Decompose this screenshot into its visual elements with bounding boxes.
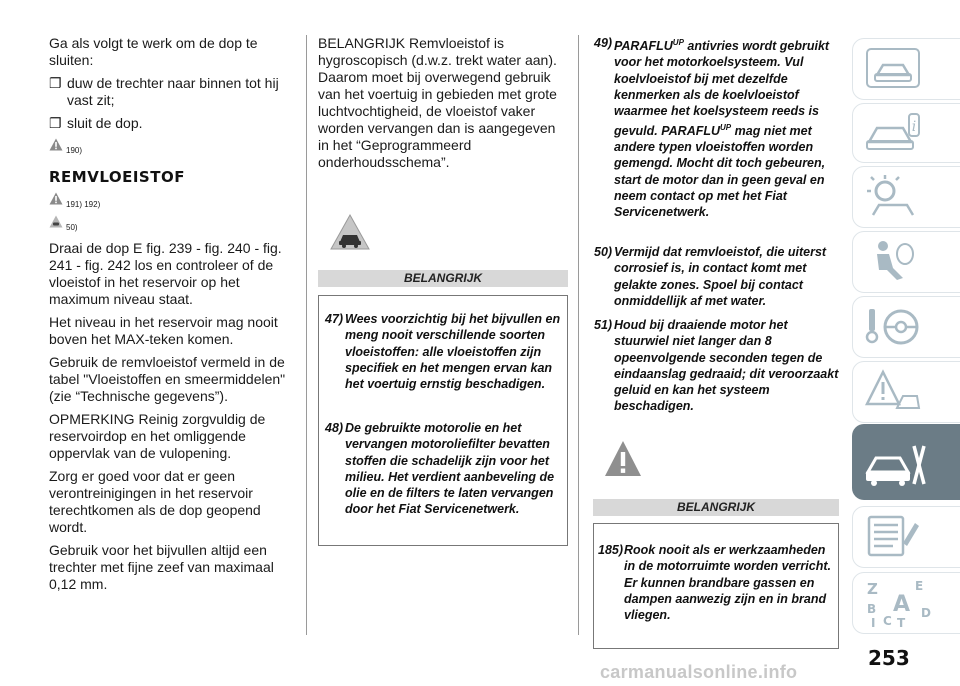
tab-warning-road[interactable] — [852, 361, 960, 423]
warning-triangle-icon — [604, 440, 642, 478]
item-number: 49) — [594, 36, 613, 50]
item-number: 185) — [598, 543, 624, 557]
key-steering-wheel-icon — [863, 303, 923, 349]
item-number: 47) — [325, 312, 344, 326]
important-banner: BELANGRIJK — [593, 499, 839, 516]
svg-text:A: A — [893, 592, 911, 617]
tab-car-info[interactable] — [852, 103, 960, 163]
caution-car-icon — [330, 214, 370, 250]
tab-data-list[interactable] — [852, 506, 960, 568]
svg-text:I: I — [871, 616, 876, 629]
svg-text:T: T — [897, 616, 906, 629]
checkbox-bullet-icon: ❐ — [49, 115, 62, 131]
caution-car-icon — [49, 215, 63, 228]
body-paragraph: OPMERKING Reinig zorgvuldig de reservoirdop en het omliggende oppervlak van de vulopening. — [49, 411, 266, 461]
tab-lights[interactable] — [852, 166, 960, 228]
svg-text:D: D — [921, 606, 931, 620]
body-paragraph: Draai de dop E fig. 239 - fig. 240 - fig. 241 - fig. 242 los en controleer of de vloeistof in het reservoir op het maximum niveau staat. — [49, 240, 282, 307]
list-item — [594, 317, 842, 415]
tab-key-steering[interactable] — [852, 296, 960, 358]
list-item-text: sluit de dop. — [67, 115, 143, 131]
checkbox-bullet-icon: ❐ — [49, 75, 62, 91]
intro-text: Ga als volgt te werk om de dop te sluiten: — [49, 35, 258, 68]
item-number: 48) — [325, 421, 344, 435]
list-item — [325, 420, 563, 518]
caution-reference — [49, 215, 292, 236]
column-divider — [306, 35, 307, 635]
lights-icon — [863, 173, 923, 219]
item-number: 50) — [594, 245, 613, 259]
item-text: $PARAFLU^{UP}$ antivries wordt gebruikt voor het motorkoelsysteem. Vul koelvloeistof bij met dezelfde kenmerken als de koelvloeistof waarmee het koelsysteem reeds is gevuld. $PARAFLU^{UP}$ mag niet met andere typen vloeistoffen worden gemengd. Mocht dit toch gebeuren, start de motor dan in geen geval en neem contact op met het Fiat Servicenetwerk. — [614, 38, 830, 220]
warning-ref-number: 191) 192) — [66, 200, 101, 209]
body-paragraph: Het niveau in het reservoir mag nooit boven het MAX-teken komen. — [49, 314, 278, 347]
warning-reference — [49, 138, 292, 159]
svg-text:C: C — [883, 614, 892, 628]
car-tools-icon — [862, 434, 932, 494]
middle-column — [318, 35, 570, 171]
list-item-text: duw de trechter naar binnen tot hij vast zit; — [67, 75, 279, 108]
column-divider — [578, 35, 579, 635]
item-number: 51) — [594, 318, 613, 332]
list-item — [594, 35, 842, 221]
important-box — [593, 523, 839, 649]
tab-car-dashboard[interactable] — [852, 38, 960, 100]
warning-ref-number: 190) — [66, 146, 83, 155]
car-info-icon — [863, 110, 923, 156]
warning-triangle-icon — [49, 138, 63, 151]
left-column — [49, 35, 292, 599]
list-item — [598, 542, 834, 623]
svg-text:i: i — [911, 119, 917, 135]
svg-text:B: B — [867, 602, 877, 616]
list-item — [325, 311, 563, 392]
item-text: Rook nooit als er werkzaamheden in de motorruimte worden verricht. Er kunnen brandbare gassen en dampen aanwezig zijn en in brand vliegen. — [624, 543, 831, 623]
tab-airbag[interactable] — [852, 231, 960, 293]
tab-alphabetical-index[interactable] — [852, 572, 960, 634]
tab-car-tools[interactable] — [852, 424, 960, 500]
item-text: De gebruikte motorolie en het vervangen motoroliefilter bevatten stoffen die schadelijk zijn voor het milieu. Het verdient aanbeveling de olie en de filters te laten vervangen door het Fiat Servicenetwerk. — [345, 421, 555, 517]
item-text: Vermijd dat remvloeistof, die uiterst corrosief is, in contact komt met gelakte zones. Spoel bij contact onmiddellijk af met water. — [614, 245, 827, 308]
caution-ref-number: 50) — [66, 223, 78, 232]
list-item — [49, 75, 292, 109]
important-box — [318, 295, 568, 546]
body-paragraph: Gebruik voor het bijvullen altijd een trechter met fijne zeef van maximaal 0,12 mm. — [49, 542, 274, 592]
alphabet-index-icon — [863, 579, 933, 629]
warning-reference — [49, 192, 292, 213]
body-paragraph: BELANGRIJK Remvloeistof is hygroscopisch (d.w.z. trekt water aan). Daarom moet bij overwegend gebruik van het voertuig in gebieden met grote luchtvochtigheid, de vloeistof vaker worden vervangen dan is aangegeven in het “Geprogrammeerd onderhoudsschema”. — [318, 35, 557, 170]
watermark: carmanualsonline.info — [600, 662, 798, 682]
list-item — [594, 244, 842, 309]
car-dashboard-icon — [863, 45, 923, 91]
body-paragraph: Gebruik de remvloeistof vermeld in de tabel "Vloeistoffen en smeermiddelen" (zie “Technische gegevens”). — [49, 354, 286, 404]
warning-road-icon — [863, 368, 923, 414]
important-banner: BELANGRIJK — [318, 270, 568, 287]
data-list-icon — [863, 513, 923, 559]
svg-text:Z: Z — [867, 580, 878, 598]
body-paragraph: Zorg er goed voor dat er geen verontreinigingen in het reservoir terechtkomen als de dop geopend wordt. — [49, 468, 261, 535]
airbag-icon — [863, 238, 923, 284]
section-heading: REMVLOEISTOF — [49, 168, 185, 186]
warning-triangle-icon — [49, 192, 63, 205]
page-number: 253 — [868, 646, 910, 670]
list-item — [49, 115, 292, 132]
item-text: Houd bij draaiende motor het stuurwiel niet langer dan 8 opeenvolgende seconden tegen de eindaanslag gedraaid; dit veroorzaakt geluid en kan het systeem beschadigen. — [614, 318, 839, 414]
item-text: Wees voorzichtig bij het bijvullen en meng nooit verschillende soorten vloeistoffen: alle vloeistoffen zijn specifiek en het mengen ervan kan het voertuig ernstig beschadigen. — [345, 312, 561, 392]
svg-text:E: E — [915, 579, 924, 593]
